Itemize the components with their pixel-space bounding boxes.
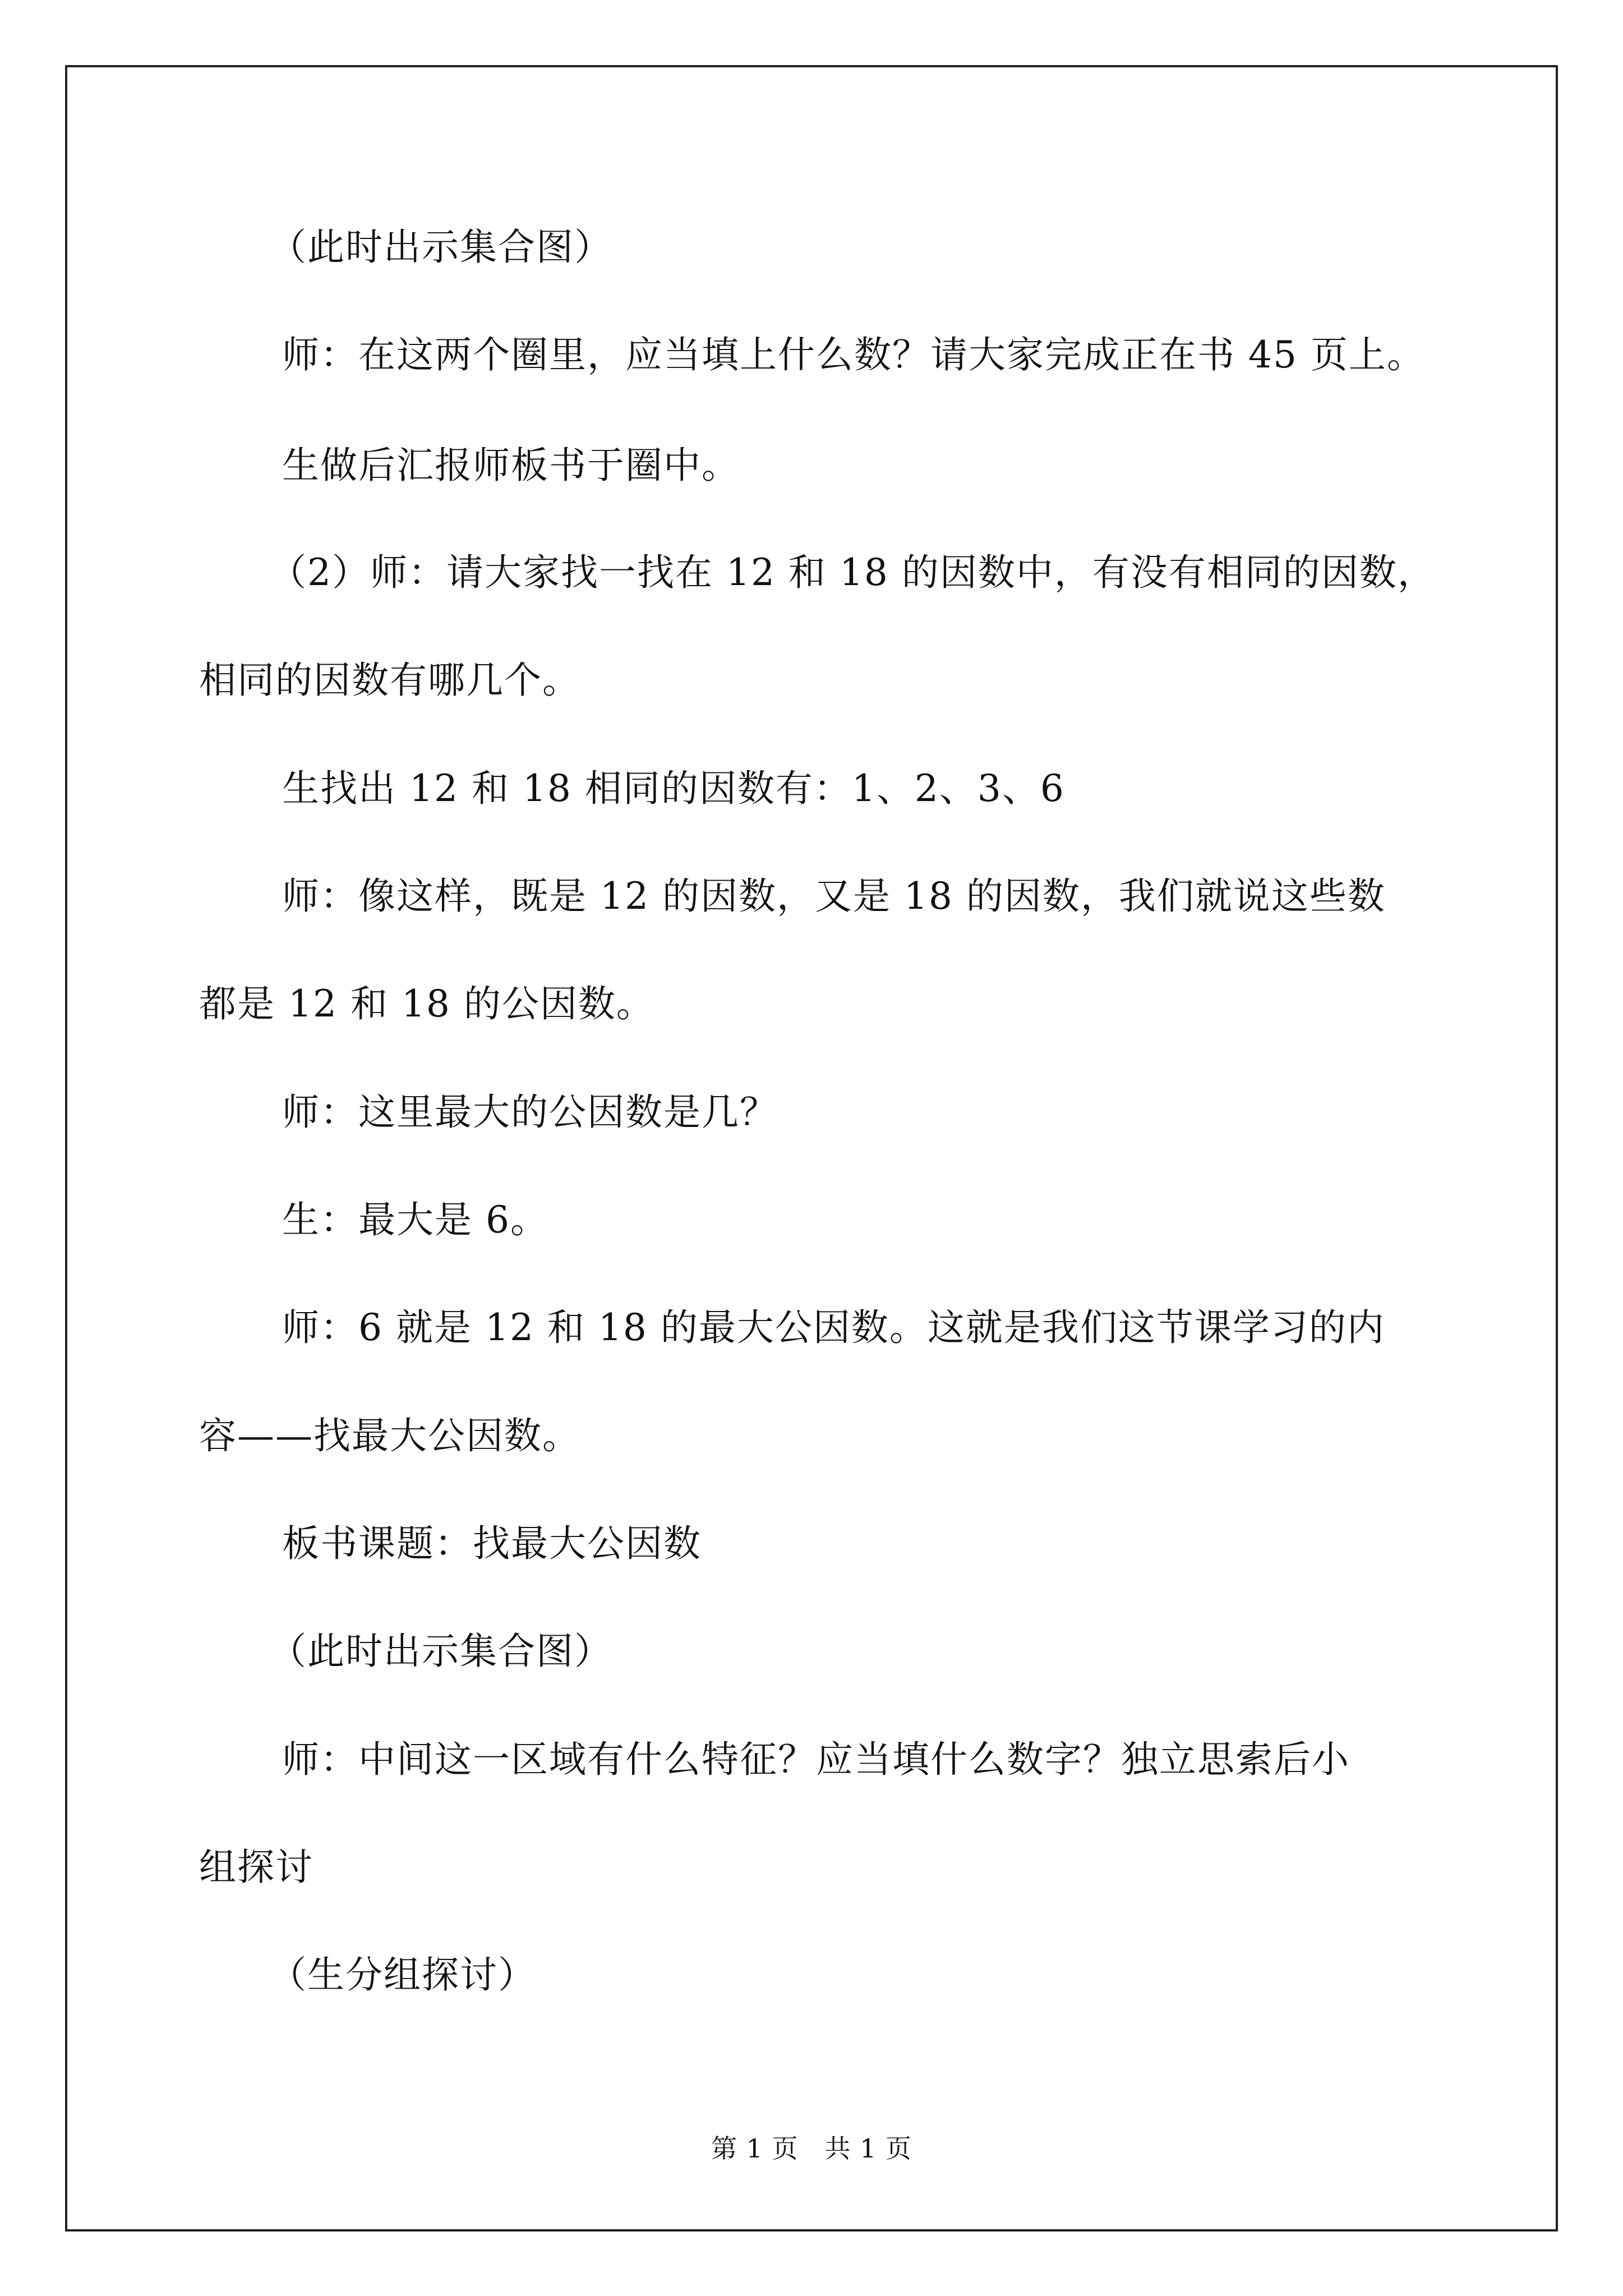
page-border <box>65 65 1558 2231</box>
paragraph: 师：在这两个圈里，应当填上什么数？请大家完成正在书 45 页上。 <box>282 333 1425 376</box>
paragraph: 师：中间这一区域有什么特征？应当填什么数字？独立思索后小 <box>282 1738 1350 1781</box>
paragraph-continuation: 组探讨 <box>199 1846 313 1889</box>
paragraph: （生分组探讨） <box>269 1953 536 1996</box>
paragraph: （2）师：请大家找一找在 12 和 18 的因数中，有没有相同的因数， <box>269 551 1436 594</box>
page-footer: 第 1 页 共 1 页 <box>711 2133 912 2164</box>
paragraph: 生：最大是 6。 <box>282 1198 548 1241</box>
paragraph-continuation: 容——找最大公因数。 <box>199 1414 580 1457</box>
paragraph: （此时出示集合图） <box>269 226 612 269</box>
paragraph-continuation: 相同的因数有哪几个。 <box>199 659 580 702</box>
paragraph: 师：6 就是 12 和 18 的最大公因数。这就是我们这节课学习的内 <box>282 1306 1385 1349</box>
paragraph: 师：像这样，既是 12 的因数，又是 18 的因数，我们就说这些数 <box>282 875 1386 918</box>
paragraph-continuation: 都是 12 和 18 的公因数。 <box>199 982 654 1025</box>
paragraph: 生做后汇报师板书于圈中。 <box>282 444 740 487</box>
paragraph: 生找出 12 和 18 相同的因数有：1、2、3、6 <box>282 767 1065 810</box>
paragraph: 师：这里最大的公因数是几？ <box>282 1091 778 1134</box>
paragraph: 板书课题：找最大公因数 <box>282 1522 702 1565</box>
paragraph: （此时出示集合图） <box>269 1630 612 1673</box>
